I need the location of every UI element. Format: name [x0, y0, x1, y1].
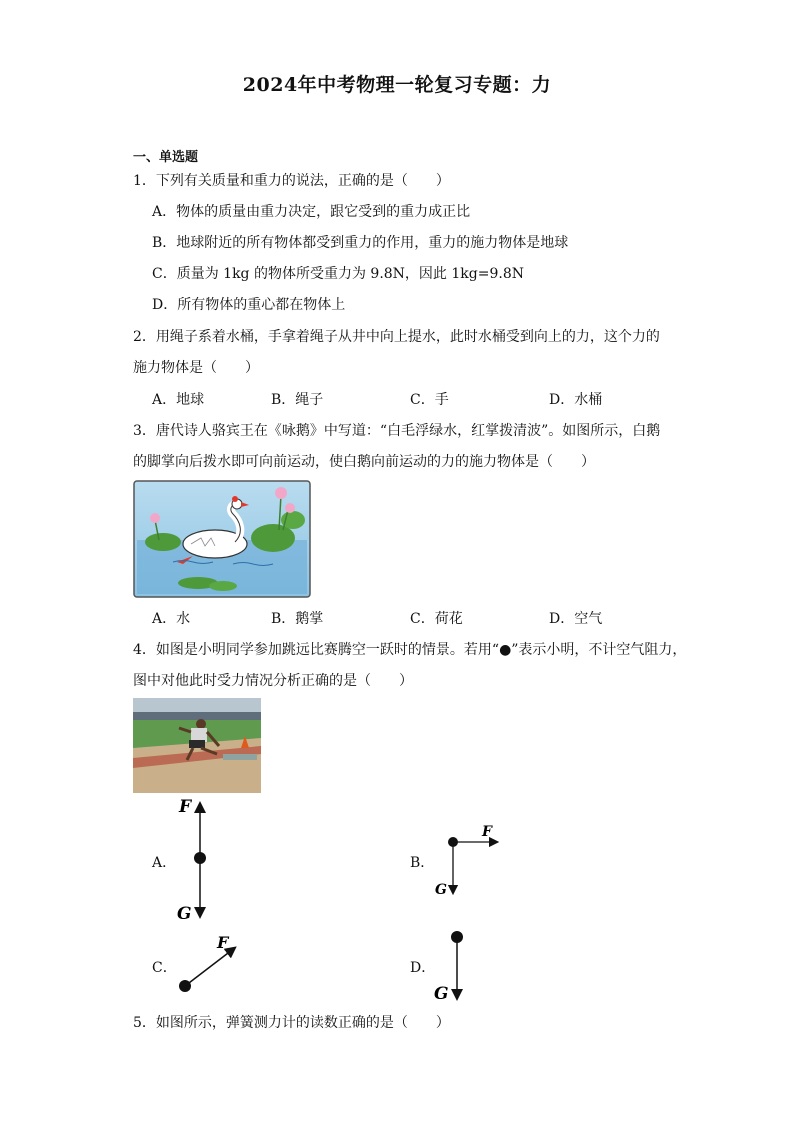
body-dot [451, 931, 463, 943]
q4-option-b-diagram [428, 820, 508, 900]
label-g: G [435, 882, 447, 898]
body-dot [194, 852, 206, 864]
q3-stem-line1: 3．唐代诗人骆宾王在《咏鹅》中写道：“白毛浮绿水，红掌拨清波”。如图所示，白鹅 [133, 423, 661, 439]
q4-option-c-label: C． [152, 960, 177, 976]
q3-option-b: B．鹅掌 [271, 611, 324, 627]
q1-stem: 1．下列有关质量和重力的说法，正确的是（ ） [133, 173, 450, 189]
q2-option-d: D．水桶 [549, 392, 603, 408]
q2-stem-line1: 2．用绳子系着水桶，手拿着绳子从井中向上提水，此时水桶受到向上的力，这个力的 [133, 329, 660, 345]
q4-option-d-diagram [428, 925, 488, 1005]
page-title: 2024年中考物理一轮复习专题：力 [242, 74, 552, 96]
q3-stem-line2: 的脚掌向后拨水即可向前运动，使白鹅向前运动的力的施力物体是（ ） [133, 454, 595, 470]
body-dot [179, 980, 191, 992]
q3-option-a: A．水 [152, 611, 191, 627]
q2-option-b: B．绳子 [271, 392, 324, 408]
q4-stem-line1: 4．如图是小明同学参加跳远比赛腾空一跃时的情景。若用“●”表示小明，不计空气阻力， [133, 642, 687, 658]
section-heading: 一、单选题 [133, 150, 199, 165]
q1-option-a: A．物体的质量由重力决定，跟它受到的重力成正比 [152, 204, 471, 220]
q4-option-d-label: D． [410, 960, 436, 976]
q4-option-c-diagram [170, 930, 250, 1000]
q1-option-d: D．所有物体的重心都在物体上 [152, 297, 346, 313]
q1-option-c: C．质量为 1kg 的物体所受重力为 9.8N，因此 1kg=9.8N [152, 266, 524, 282]
label-g: G [177, 904, 192, 924]
body-dot [448, 837, 458, 847]
q2-option-a: A．地球 [152, 392, 205, 408]
label-f: F [217, 933, 229, 952]
q4-option-a-diagram [170, 795, 220, 925]
goose-lotus-image [133, 480, 311, 598]
q2-option-c: C．手 [410, 392, 449, 408]
q3-option-d: D．空气 [549, 611, 603, 627]
q3-option-c: C．荷花 [410, 611, 463, 627]
q1-option-b: B．地球附近的所有物体都受到重力的作用，重力的施力物体是地球 [152, 235, 569, 251]
q2-stem-line2: 施力物体是（ ） [133, 360, 259, 376]
q4-option-b-label: B． [410, 855, 435, 871]
label-g: G [434, 984, 449, 1004]
force-f-arrow [185, 950, 232, 986]
label-f: F [482, 824, 492, 840]
label-f: F [179, 797, 192, 817]
q4-stem-line2: 图中对他此时受力情况分析正确的是（ ） [133, 673, 413, 689]
q5-stem: 5．如图所示，弹簧测力计的读数正确的是（ ） [133, 1015, 450, 1031]
long-jump-photo [133, 698, 261, 793]
q4-option-a-label: A． [152, 855, 177, 871]
